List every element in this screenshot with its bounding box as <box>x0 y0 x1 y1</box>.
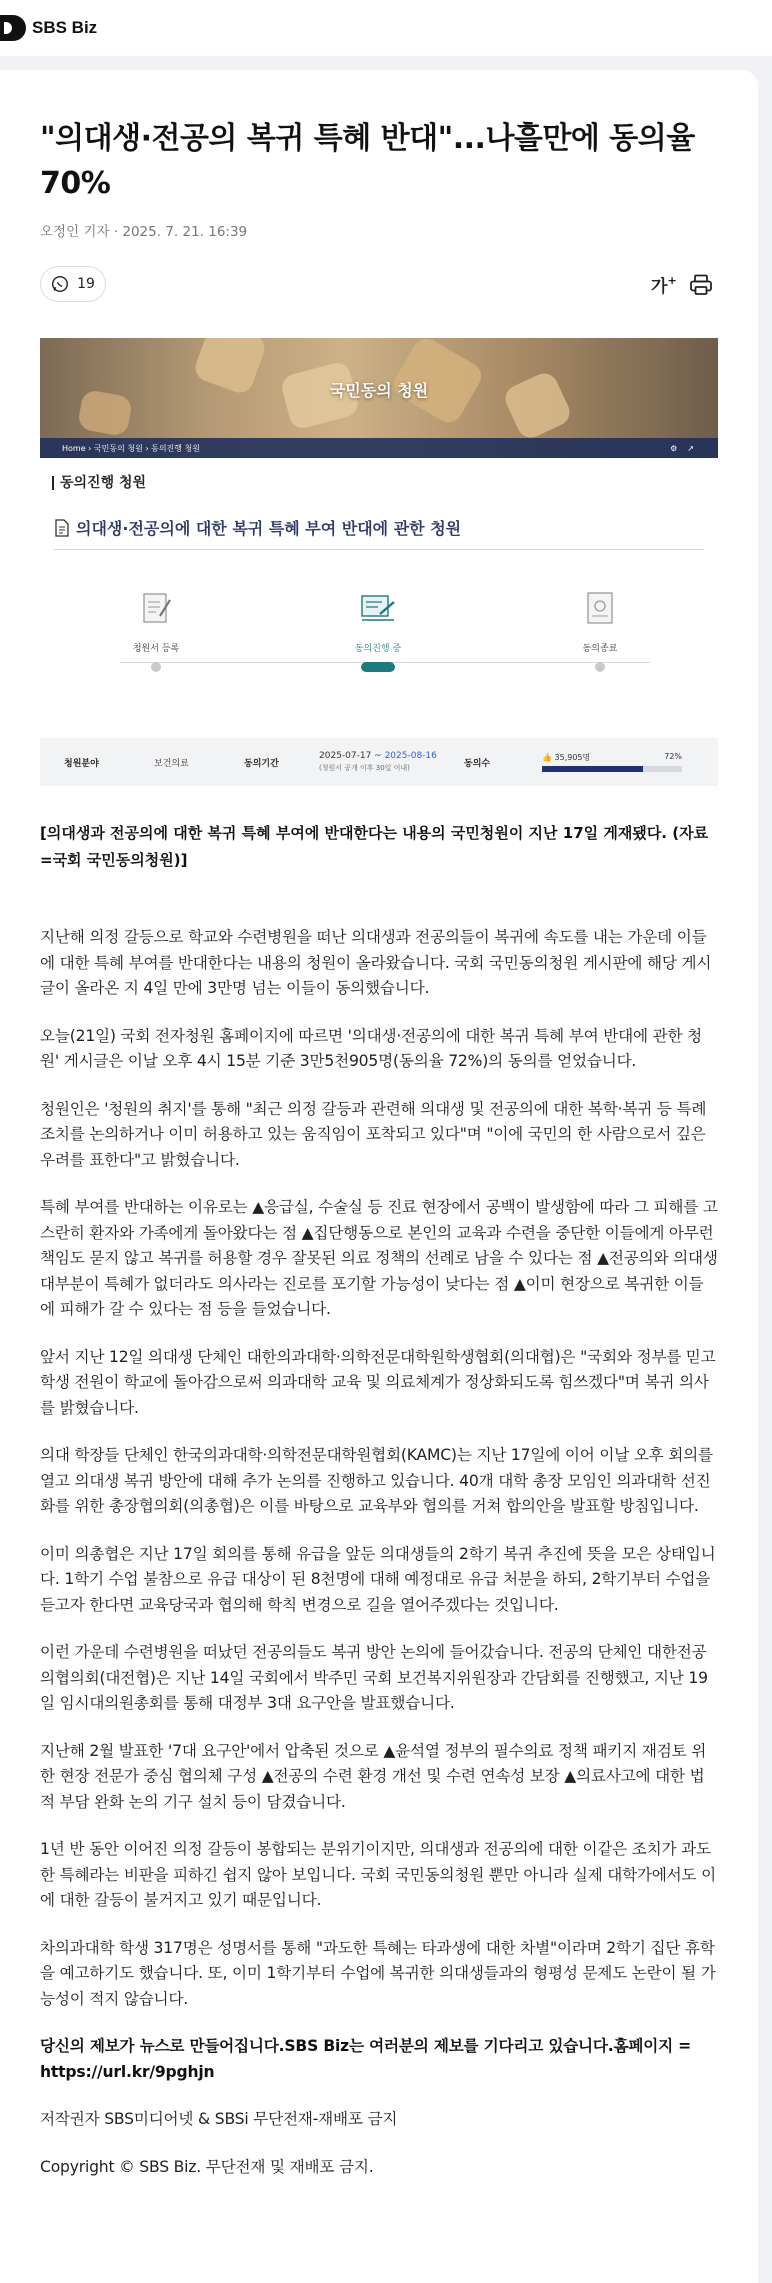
comment-icon <box>51 275 69 293</box>
document-icon <box>54 519 70 537</box>
petition-banner-image <box>40 338 718 458</box>
site-header <box>0 0 772 56</box>
banner-tool-icons: ⚙↗ <box>670 443 704 453</box>
site-logo-text[interactable]: SBS Biz <box>32 18 98 37</box>
banner-breadcrumb <box>40 438 718 458</box>
article-paragraph: 오늘(21일) 국회 전자청원 홈페이지에 따르면 '의대생·전공의에 대한 복귀 특혜 부여 반대에 관한 청원' 게시글은 이날 오후 4시 15분 기준 3만5천905명(동의율 72%)의 동의를 얻었습니다. <box>40 1026 702 1070</box>
article-paragraph: 지난해 의정 갈등으로 학교와 수련병원을 떠난 의대생과 전공의들이 복귀에 속도를 내는 가운데 이들에 대한 특혜 부여를 반대한다는 내용의 청원이 올라왔습니다. 국회 국민동의청원 게시판에 해당 게시글이 올라온 지 4일 만에 3만명 넘는 이들이 동의했습니다. <box>40 928 712 997</box>
step-register <box>86 570 226 672</box>
article-paragraph: 특혜 부여를 반대하는 이유로는 ▲응급실, 수술실 등 진료 현장에서 공백이 발생함에 따라 그 피해를 고스란히 환자와 가족에게 돌아왔다는 점 ▲집단행동으로 본인의 교육과 수련을 중단한 이들에게 아무런 책임도 묻지 않고 복귀를 허용할 경우 잘못된 의료 정책의 선례로 남을 수 있다는 점 ▲전공의와 의대생 대부분이 특혜가 없더라도 의사라는 진로를 포기할 가능성이 낮다는 점 ▲이미 현장으로 복귀한 이들에 피해가 갈 수 있다는 점 등을 들었습니다. <box>40 1198 718 1318</box>
article-paragraph: 의대 학장들 단체인 한국의과대학·의학전문대학원협회(KAMC)는 지난 17일에 이어 이날 오후 회의를 열고 의대생 복귀 방안에 대해 추가 논의를 진행하고 있습니다. 40개 대학 총장 모임인 의과대학 선진화를 위한 총장협의회(의총협)은 이를 바탕으로 교육부와 협의를 거쳐 합의안을 발표할 방침입니다. <box>40 1446 713 1515</box>
step-progress <box>308 570 448 672</box>
article-card <box>0 70 758 2283</box>
tip-notice: 당신의 제보가 뉴스로 만들어집니다.SBS Biz는 여러분의 제보를 기다리고 있습니다.홈페이지 = https://url.kr/9pghjn <box>40 2037 692 2081</box>
count-block <box>542 752 682 772</box>
step-label: 동의종료 <box>582 644 618 654</box>
article-title: "의대생·전공의 복귀 특혜 반대"...나흘만에 동의율 70% <box>40 121 695 201</box>
copyright-notice: Copyright © SBS Biz. 무단전재 및 재배포 금지. <box>40 2157 374 2176</box>
font-size-button[interactable]: 가+ <box>651 274 677 297</box>
petition-end-icon <box>580 588 620 628</box>
petition-title: 의대생·전공의에 대한 복귀 특혜 부여 반대에 관한 청원 <box>76 519 462 538</box>
comment-button[interactable] <box>40 266 106 302</box>
rights-notice: 저작권자 SBS미디어넷 & SBSi 무단전재-재배포 금지 <box>40 2110 398 2128</box>
step-label: 동의진행 중 <box>354 644 402 654</box>
image-caption: [의대생과 전공의에 대한 복귀 특혜 부여에 반대한다는 내용의 국민청원이 지난 17일 게재됐다. (자료=국회 국민동의청원)] <box>40 824 709 869</box>
article-body <box>40 925 718 2202</box>
article-paragraph: 청원인은 '청원의 취지'를 통해 "최근 의정 갈등과 관련해 의대생 및 전공의에 대한 복학·복귀 등 특례 조치를 논의하거나 이미 허용하고 있는 움직임이 포착되고 있다"며 "이에 국민의 한 사람으로서 깊은 우려를 표한다"고 밝혔습니다. <box>40 1099 707 1169</box>
petition-title-row <box>54 516 704 550</box>
article-byline: 오정인 기자 · 2025. 7. 21. 16:39 <box>40 224 248 240</box>
petition-steps <box>40 570 718 720</box>
article-toolbar <box>40 266 718 304</box>
article-paragraph: 이런 가운데 수련병원을 떠났던 전공의들도 복귀 방안 논의에 들어갔습니다. 전공의 단체인 대한전공의협의회(대전협)은 지난 14일 국회에서 박주민 국회 보건복지위원장과 간담회를 진행했고, 지난 19일 임시대의원총회를 통해 대정부 3대 요구안을 발표했습니다. <box>40 1643 708 1712</box>
font-size-icon: 가 <box>651 277 668 297</box>
count-label: 동의수 <box>464 758 491 769</box>
article-paragraph: 1년 반 동안 이어진 의정 갈등이 봉합되는 분위기이지만, 의대생과 전공의에 대한 이같은 조치가 과도한 특혜라는 비판을 피하긴 쉽지 않아 보입니다. 국회 국민동의청원 뿐만 아니라 실제 대학가에서도 이에 대한 갈등이 불거지고 있기 때문입니다. <box>40 1840 717 1909</box>
article-paragraph: 이미 의총협은 지난 17일 회의를 통해 유급을 앞둔 의대생들의 2학기 복귀 추진에 뜻을 모은 상태입니다. 1학기 수업 불참으로 유급 대상이 된 8천명에 대해 예정대로 유급 처분을 하되, 2학기부터 수업을 듣고자 한다면 교육당국과 협의해 학칙 변경으로 길을 열어주겠다는 것입니다. <box>40 1544 716 1614</box>
print-icon[interactable] <box>688 272 714 298</box>
petition-progress-icon <box>358 588 398 628</box>
sbs-biz-logo-icon[interactable] <box>0 15 26 41</box>
article-paragraph: 차의과대학 학생 317명은 성명서를 통해 "과도한 특혜는 타과생에 대한 차별"이라며 2학기 집단 휴학을 예고하기도 했습니다. 또, 이미 1학기부터 수업에 복귀한 의대생들과의 형평성 문제도 논란이 될 가능성이 적지 않습니다. <box>40 1938 716 2008</box>
step-end <box>530 570 670 672</box>
breadcrumb-text: Home › 국민동의 청원 › 동의진행 청원 <box>62 443 201 453</box>
count-progress-fill <box>542 766 643 772</box>
count-progress-track <box>542 766 682 772</box>
period-label: 동의기간 <box>244 758 279 769</box>
period-value: 2025-07-17 ~ 2025-08-16 (청원서 공개 이후 30일 이내) <box>319 751 437 772</box>
article-paragraph: 앞서 지난 12일 의대생 단체인 대한의과대학·의학전문대학원학생협회(의대협)은 "국회와 정부를 믿고 학생 전원이 학교에 돌아감으로써 의과대학 교육 및 의료체계가 정상화되도록 힘쓰겠다"며 복귀 의사를 밝혔습니다. <box>40 1347 716 1417</box>
count-value: 👍 35,905명 <box>542 753 591 762</box>
petition-write-icon <box>136 588 176 628</box>
petition-info-row <box>40 738 718 786</box>
comment-count: 19 <box>77 276 95 292</box>
article-paragraph: 지난해 2월 발표한 '7대 요구안'에서 압축된 것으로 ▲윤석열 정부의 필수의료 정책 패키지 재검토 위한 현장 전문가 중심 협의체 구성 ▲전공의 수련 환경 개선 및 수련 연속성 보장 ▲의료사고에 대한 법적 부담 완화 논의 기구 설치 등이 담겼습니다. <box>40 1741 707 1811</box>
field-label: 청원분야 <box>64 758 99 769</box>
count-percent: 72% <box>664 752 682 761</box>
petition-section-label: 동의진행 청원 <box>52 476 146 490</box>
banner-title: 국민동의 청원 <box>329 381 429 400</box>
field-value: 보건의료 <box>154 758 189 769</box>
step-label: 청원서 등록 <box>132 644 180 654</box>
